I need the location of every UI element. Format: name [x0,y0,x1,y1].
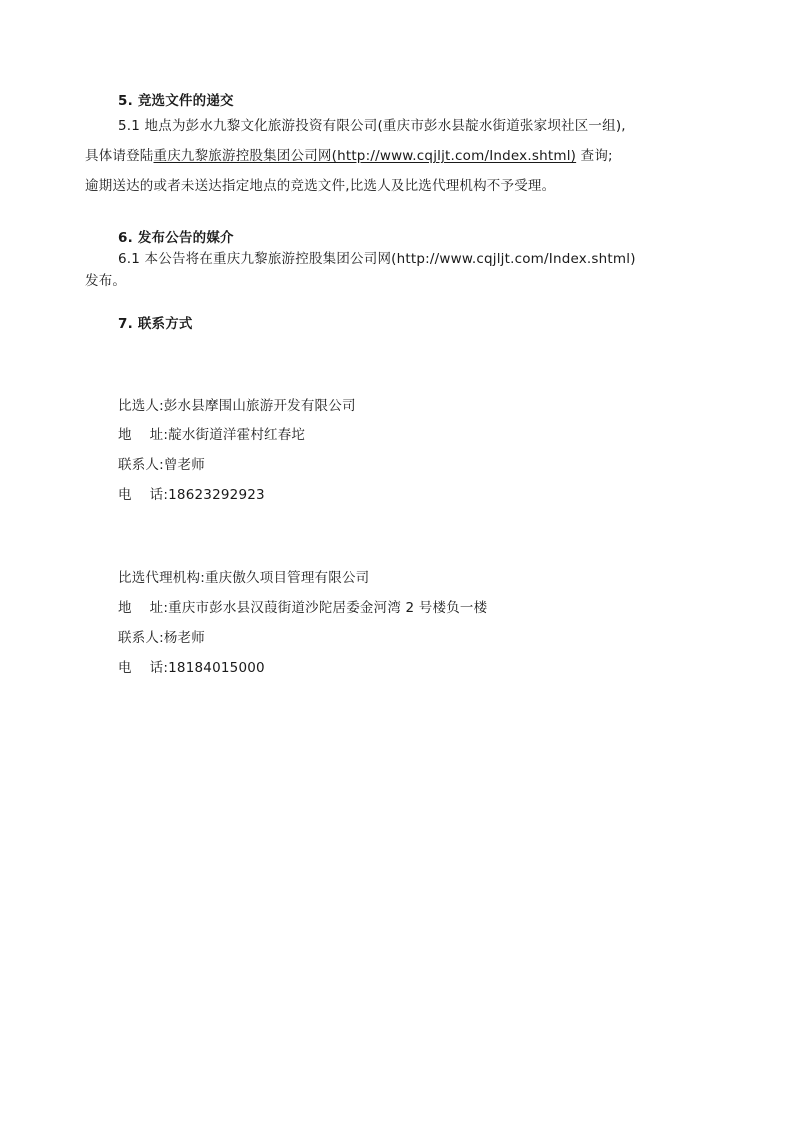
section-7-heading: 7. 联系方式 [118,316,193,332]
agency-phone-row [118,659,265,677]
selector-person-value: 曾老师 [163,457,205,473]
agency-person-value: 杨老师 [163,630,205,646]
agency-address-label: 地 址: [118,600,169,616]
selector-name-row [118,397,356,415]
selector-address-value: 靛水街道洋霍村红春坨 [168,427,306,443]
section-5-heading: 5. 竞选文件的递交 [118,93,234,109]
agency-person-row [118,629,205,647]
section-6-heading: 6. 发布公告的媒介 [118,230,234,246]
agency-phone-value: 18184015000 [168,660,265,676]
section-6-paragraph-line-1: 6.1 本公告将在重庆九黎旅游控股集团公司网(http://www.cqjljt.com/Index.shtml) [118,251,636,267]
section-5-paragraph-line-1: 5.1 地点为彭水九黎文化旅游投资有限公司(重庆市彭水县靛水街道张家坝社区一组), [118,118,626,134]
section-5-line-2-prefix: 具体请登陆 [85,148,154,164]
section-5-line-2-suffix: 查询; [576,148,613,164]
agency-name-label: 比选代理机构: [118,570,205,586]
section-6-paragraph-line-2: 发布。 [85,273,127,289]
agency-person-label: 联系人: [118,630,164,646]
section-5-paragraph-line-3: 逾期送达的或者未送达指定地点的竞选文件,比选人及比选代理机构不予受理。 [85,178,556,194]
agency-address-value: 重庆市彭水县汉葭街道沙陀居委金河湾 2 号楼负一楼 [168,600,488,616]
selector-person-row [118,456,205,474]
selector-address-label: 地 址: [118,427,169,443]
selector-phone-row [118,486,265,504]
selector-address-row [118,426,305,444]
section-5-paragraph-line-2 [85,147,613,165]
agency-phone-label: 电 话: [118,660,169,676]
agency-name-value: 重庆傲久项目管理有限公司 [204,570,370,586]
agency-name-row [118,569,369,587]
selector-name-value: 彭水县摩围山旅游开发有限公司 [163,398,356,414]
selector-person-label: 联系人: [118,457,164,473]
selector-name-label: 比选人: [118,398,164,414]
selector-phone-label: 电 话: [118,487,169,503]
group-website-link[interactable]: 重庆九黎旅游控股集团公司网(http://www.cqjljt.com/Index.shtml) [153,148,577,164]
agency-address-row [118,599,487,617]
selector-phone-value: 18623292923 [168,487,265,503]
